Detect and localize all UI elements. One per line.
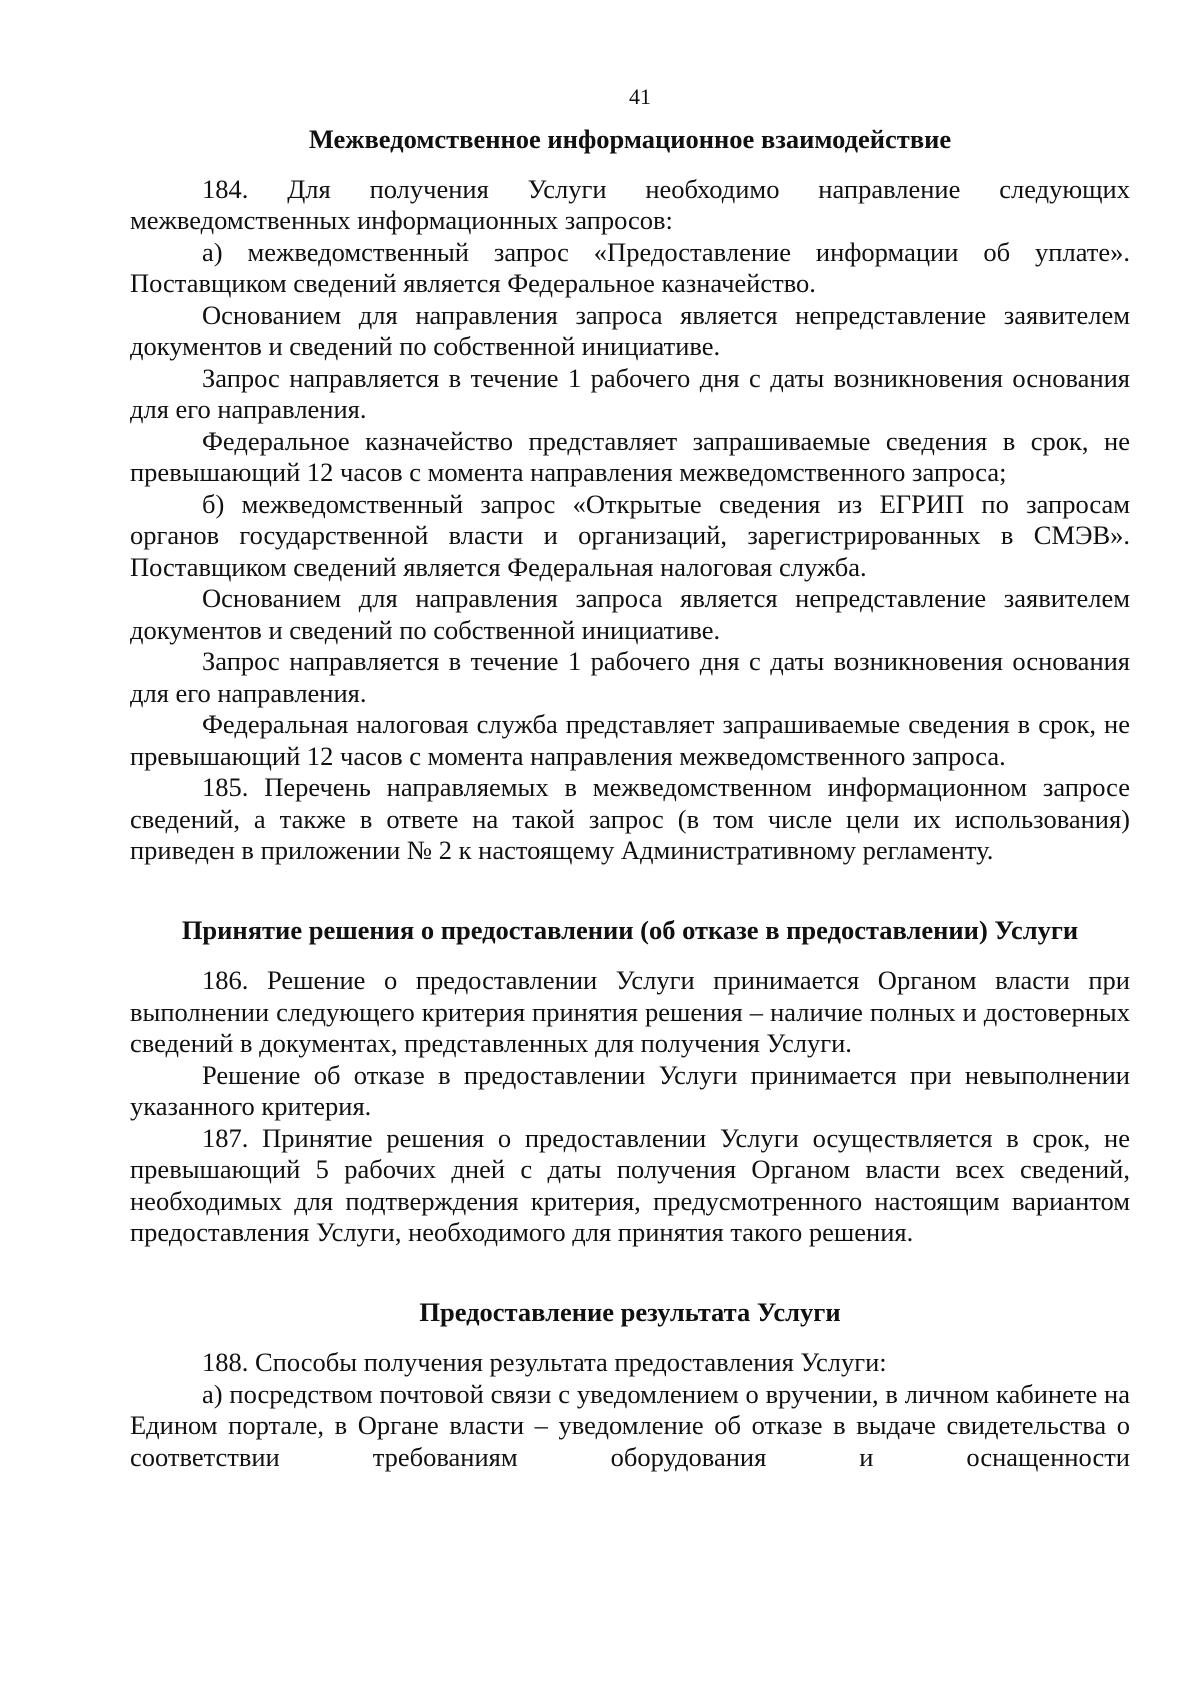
paragraph: 188. Способы получения результата предоставления Услуги:	[202, 1347, 887, 1377]
section-heading-decision: Принятие решения о предоставлении (об отказе в предоставлении) Услуги	[181, 914, 1079, 945]
paragraph: а) межведомственный запрос «Предоставление информации об уплате». Поставщиком сведений является Федеральное казначейство.	[130, 236, 1130, 298]
paragraph: Запрос направляется в течение 1 рабочего дня с даты возникновения основания для его направления.	[130, 362, 1130, 424]
paragraph: 187. Принятие решения о предоставлении Услуги осуществляется в срок, не превышающий 5 рабочих дней с даты получения Органом власти всех сведений, необходимых для подтверждения критерия, предусмотренного настоящим вариантом предоставления Услуги, необходимого для принятия такого решения.	[130, 1122, 1130, 1247]
paragraph: Федеральная налоговая служба представляет запрашиваемые сведения в срок, не превышающий 12 часов с момента направления межведомственного запроса.	[130, 709, 1130, 771]
paragraph: Решение об отказе в предоставлении Услуги принимается при невыполнении указанного критерия.	[130, 1059, 1130, 1121]
paragraph: 185. Перечень направляемых в межведомственном информационном запросе сведений, а также в ответе на такой запрос (в том числе цели их использования) приведен в приложении № 2 к настоящему Административному регламенту.	[130, 772, 1130, 865]
section-heading-result: Предоставление результата Услуги	[419, 1296, 841, 1327]
paragraph: 184. Для получения Услуги необходимо направление следующих межведомственных информационных запросов:	[130, 173, 1130, 235]
paragraph: Основанием для направления запроса является непредставление заявителем документов и сведений по собственной инициативе.	[130, 583, 1130, 645]
paragraph: а) посредством почтовой связи с уведомлением о вручении, в личном кабинете на Едином портале, в Органе власти – уведомление об отказе в выдаче свидетельства о соответствии требованиям оборудования и оснащенности	[130, 1378, 1130, 1472]
paragraph: Основанием для направления запроса является непредставление заявителем документов и сведений по собственной инициативе.	[130, 299, 1130, 361]
page-number: 41	[629, 84, 651, 109]
paragraph: Запрос направляется в течение 1 рабочего дня с даты возникновения основания для его направления.	[130, 646, 1130, 708]
section-heading-interagency: Межведомственное информационное взаимодействие	[308, 124, 952, 154]
paragraph: б) межведомственный запрос «Открытые сведения из ЕГРИП по запросам органов государственной власти и организаций, зарегистрированных в СМЭВ». Поставщиком сведений является Федеральная налоговая служба.	[130, 488, 1130, 582]
paragraph: Федеральное казначейство представляет запрашиваемые сведения в срок, не превышающий 12 часов с момента направления межведомственного запроса;	[130, 425, 1130, 487]
document-page	[130, 84, 1130, 1473]
paragraph: 186. Решение о предоставлении Услуги принимается Органом власти при выполнении следующего критерия принятия решения – наличие полных и достоверных сведений в документах, представленных для получения Услуги.	[130, 965, 1130, 1058]
